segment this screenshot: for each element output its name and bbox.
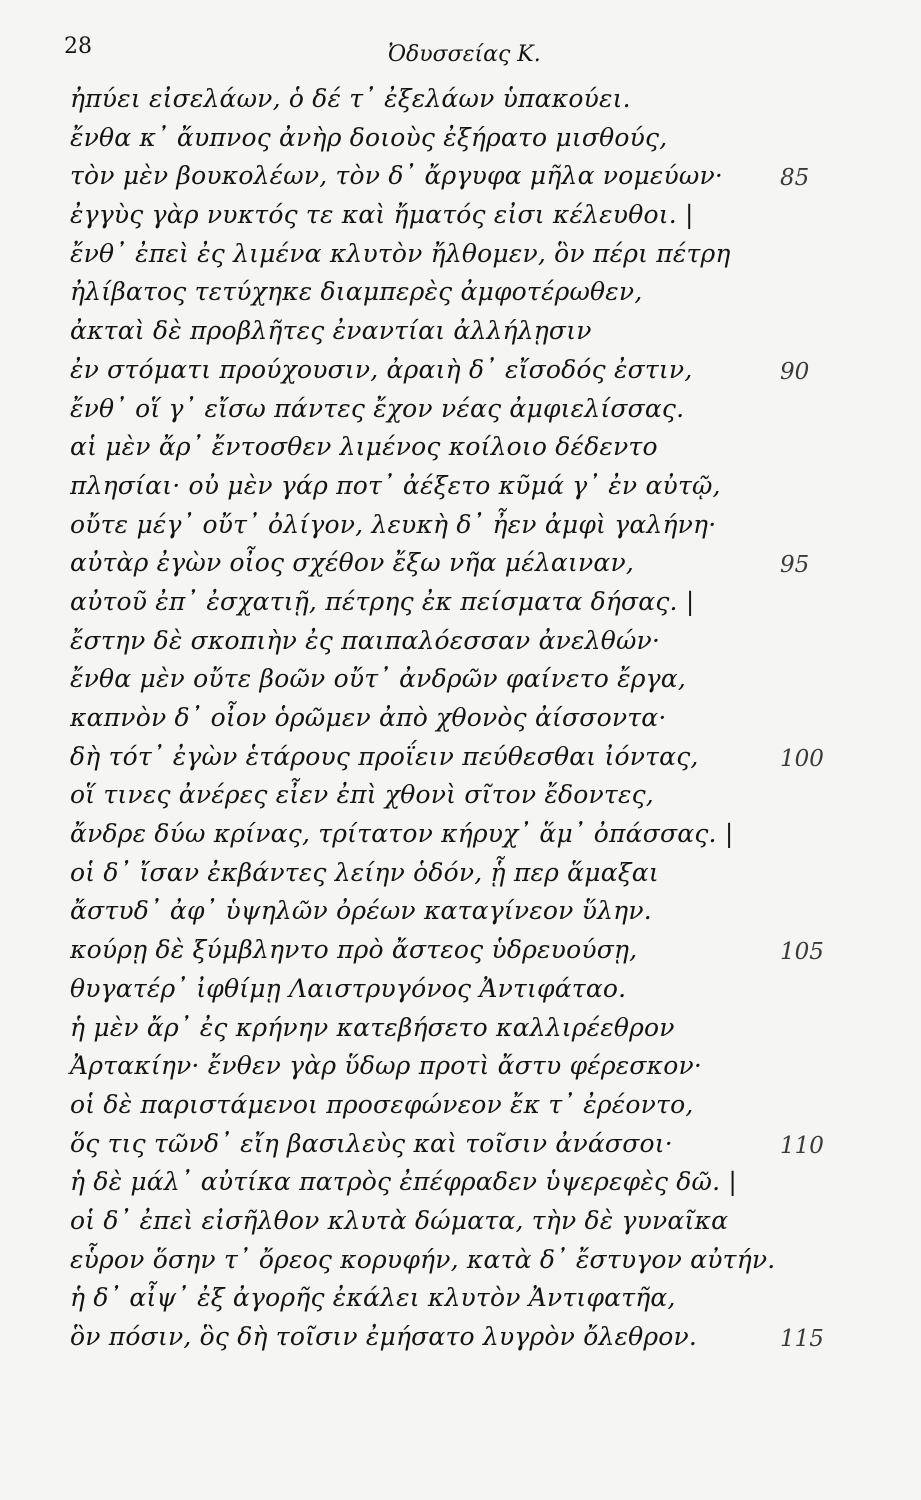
- verse-text: ἔνθα μὲν οὔτε βοῶν οὔτ᾽ ἀνδρῶν φαίνετο ἔργα,: [70, 664, 686, 694]
- page-header: [0, 34, 921, 74]
- line-number: 85: [780, 165, 810, 192]
- verse-text: ἄνδρε δύω κρίνας, τρίτατον κήρυχ᾽ ἅμ᾽ ὀπάσσας. |: [70, 819, 734, 849]
- verse-line: [0, 1047, 921, 1086]
- verse-line: [0, 390, 921, 429]
- line-number: 110: [780, 1132, 824, 1159]
- verse-line: [0, 776, 921, 815]
- verse-line: [0, 273, 921, 312]
- verse-text: ὅς τις τῶνδ᾽ εἴη βασιλεὺς καὶ τοῖσιν ἀνάσσοι·: [70, 1128, 673, 1158]
- line-number: 105: [780, 939, 824, 966]
- verse-line: [0, 157, 921, 196]
- verse-text: οἵ τινες ἀνέρες εἶεν ἐπὶ χθονὶ σῖτον ἔδοντες,: [70, 780, 654, 810]
- verse-text: πλησίαι· οὐ μὲν γάρ ποτ᾽ ἀέξετο κῦμά γ᾽ ἐν αὐτῷ,: [70, 470, 721, 500]
- verse-text: εὗρον ὅσην τ᾽ ὄρεος κορυφήν, κατὰ δ᾽ ἔστυγον αὐτήν.: [70, 1244, 776, 1274]
- verse-text: αἱ μὲν ἄρ᾽ ἔντοσθεν λιμένος κοίλοιο δέδεντο: [70, 432, 658, 462]
- verse-text: ὃν πόσιν, ὃς δὴ τοῖσιν ἐμήσατο λυγρὸν ὄλεθρον.: [70, 1322, 698, 1351]
- line-number: 115: [780, 1326, 824, 1352]
- verse-line: [0, 931, 921, 970]
- line-number: 90: [780, 358, 810, 385]
- verse-text: αὐτὰρ ἐγὼν οἶος σχέθον ἔξω νῆα μέλαιναν,: [70, 548, 634, 578]
- line-number: 95: [780, 552, 810, 579]
- verse-line: [0, 660, 921, 699]
- verse-text: ἔστην δὲ σκοπιὴν ἐς παιπαλόεσσαν ἀνελθών·: [70, 625, 661, 655]
- verse-line: [0, 1163, 921, 1202]
- verse-line: [0, 428, 921, 467]
- verse-line: [0, 738, 921, 777]
- verse-text: καπνὸν δ᾽ οἶον ὁρῶμεν ἀπὸ χθονὸς ἀίσσοντα·: [70, 703, 667, 732]
- verse-text: οἱ δ᾽ ἐπεὶ εἰσῆλθον κλυτὰ δώματα, τὴν δὲ γυναῖκα: [70, 1205, 729, 1235]
- verse-text: οὔτε μέγ᾽ οὔτ᾽ ὀλίγον, λευκὴ δ᾽ ἦεν ἀμφὶ γαλήνη·: [70, 509, 717, 539]
- verse-line: [0, 1202, 921, 1241]
- line-number: 100: [780, 745, 824, 772]
- poem-text-body: [0, 80, 921, 1357]
- verse-line: [0, 815, 921, 854]
- verse-text: ἠλίβατος τετύχηκε διαμπερὲς ἀμφοτέρωθεν,: [70, 277, 643, 307]
- verse-line: [0, 1086, 921, 1125]
- running-title: Ὀδυσσείας Κ.: [388, 42, 541, 67]
- verse-text: θυγατέρ᾽ ἰφθίμῃ Λαιστρυγόνος Ἀντιφάταο.: [70, 973, 627, 1003]
- verse-line: [0, 506, 921, 545]
- verse-line: [0, 1241, 921, 1280]
- verse-text: οἱ δὲ παριστάμενοι προσεφώνεον ἔκ τ᾽ ἐρέοντο,: [70, 1089, 694, 1119]
- verse-line: [0, 119, 921, 158]
- verse-line: [0, 351, 921, 390]
- verse-line: [0, 970, 921, 1009]
- verse-text: Ἀρτακίην· ἔνθεν γὰρ ὕδωρ προτὶ ἄστυ φέρεσκον·: [70, 1051, 703, 1081]
- verse-line: [0, 196, 921, 235]
- verse-text: ἔνθ᾽ ἐπεὶ ἐς λιμένα κλυτὸν ἤλθομεν, ὃν πέρι πέτρη: [70, 238, 731, 268]
- verse-line: [0, 854, 921, 893]
- verse-text: δὴ τότ᾽ ἐγὼν ἑτάρους προΐειν πεύθεσθαι ἰόντας,: [70, 741, 699, 771]
- verse-line: [0, 467, 921, 506]
- verse-line: [0, 235, 921, 274]
- verse-line: [0, 312, 921, 351]
- verse-text: ἡ δὲ μάλ᾽ αὐτίκα πατρὸς ἐπέφραδεν ὑψερεφὲς δῶ. |: [70, 1167, 738, 1197]
- verse-text: ἡ μὲν ἄρ᾽ ἐς κρήνην κατεβήσετο καλλιρέεθρον: [70, 1012, 675, 1042]
- verse-text: ἀκταὶ δὲ προβλῆτες ἐναντίαι ἀλλήλῃσιν: [70, 316, 592, 346]
- verse-line: [0, 699, 921, 738]
- verse-line: [0, 1318, 921, 1357]
- verse-line: [0, 80, 921, 119]
- verse-line: [0, 1279, 921, 1318]
- verse-text: ἔνθα κ᾽ ἄυπνος ἀνὴρ δοιοὺς ἐξήρατο μισθούς,: [70, 122, 668, 152]
- verse-text: αὐτοῦ ἐπ᾽ ἐσχατιῇ, πέτρης ἐκ πείσματα δήσας. |: [70, 586, 695, 616]
- verse-text: ἡ δ᾽ αἶψ᾽ ἐξ ἀγορῆς ἐκάλει κλυτὸν Ἀντιφατῆα,: [70, 1283, 676, 1313]
- page-number: 28: [64, 34, 92, 59]
- verse-line: [0, 622, 921, 661]
- verse-text: οἱ δ᾽ ἴσαν ἐκβάντες λείην ὁδόν, ᾗ περ ἅμαξαι: [70, 857, 659, 887]
- verse-line: [0, 583, 921, 622]
- verse-text: κούρῃ δὲ ξύμβληντο πρὸ ἄστεος ὑδρευούσῃ,: [70, 935, 638, 965]
- verse-text: ἐν στόματι προύχουσιν, ἀραιὴ δ᾽ εἴσοδός ἐστιν,: [70, 354, 693, 384]
- verse-text: ἐγγὺς γὰρ νυκτός τε καὶ ἤματός εἰσι κέλευθοι. |: [70, 200, 694, 230]
- verse-text: ἠπύει εἰσελάων, ὁ δέ τ᾽ ἐξελάων ὑπακούει.: [70, 84, 631, 113]
- verse-line: [0, 892, 921, 931]
- verse-line: [0, 1125, 921, 1164]
- verse-text: ἄστυδ᾽ ἀφ᾽ ὑψηλῶν ὀρέων καταγίνεον ὕλην.: [70, 896, 652, 926]
- verse-line: [0, 1009, 921, 1048]
- verse-line: [0, 544, 921, 583]
- verse-text: ἔνθ᾽ οἵ γ᾽ εἴσω πάντες ἔχον νέας ἀμφιελίσσας.: [70, 393, 685, 423]
- verse-text: τὸν μὲν βουκολέων, τὸν δ᾽ ἄργυφα μῆλα νομεύων·: [70, 161, 724, 191]
